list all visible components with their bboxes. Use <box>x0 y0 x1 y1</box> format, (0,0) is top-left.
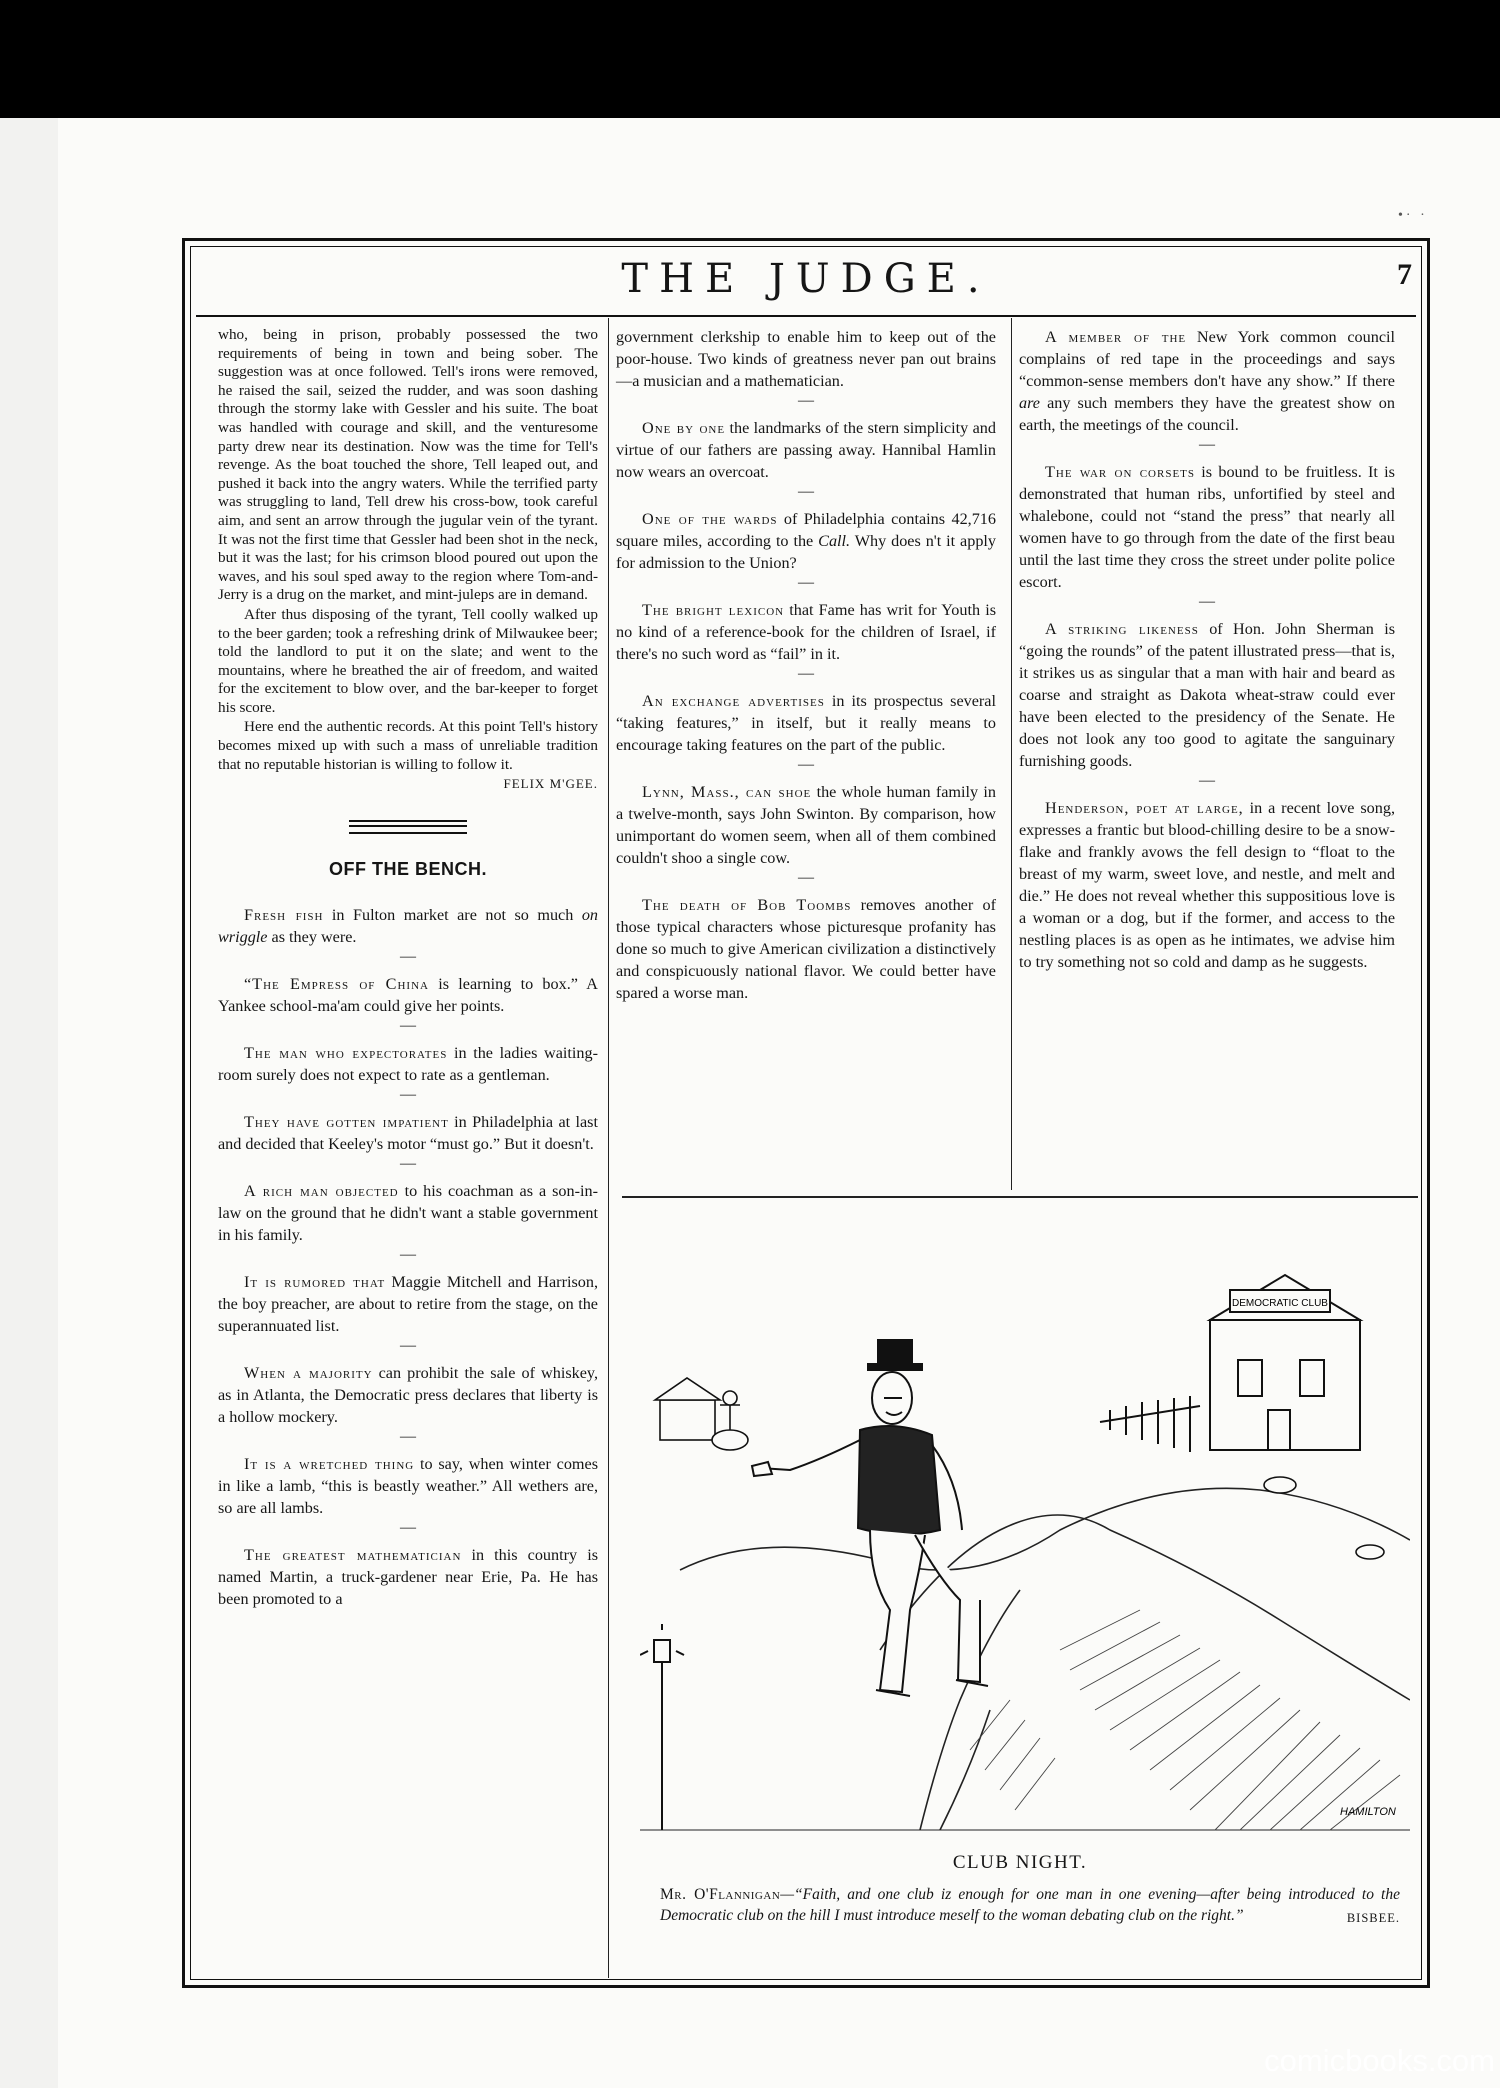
item-lead: The war on corsets <box>1045 463 1196 481</box>
caption-speaker: Mr. O'Flannigan <box>660 1886 781 1903</box>
tell-story <box>218 326 598 774</box>
item-lead: One by one <box>642 419 726 437</box>
item-separator: — <box>798 392 814 409</box>
cartoon-caption <box>660 1884 1400 1929</box>
page-mark: •· · <box>1398 208 1428 223</box>
artist-signature: HAMILTON <box>1340 1806 1396 1818</box>
item-emphasis: on wriggle <box>218 906 598 947</box>
item-paragraph <box>218 1042 598 1086</box>
paragraph-list <box>218 904 598 1610</box>
item-lead: A member of the <box>1045 328 1187 346</box>
item-lead: It is a wretched thing <box>244 1455 415 1474</box>
item-text: can prohibit the sale of whiskey, as in Atlanta, the Democratic press declares that liberty is a hollow mockery. <box>218 1364 598 1427</box>
item-separator: — <box>1199 436 1215 453</box>
item-paragraph <box>218 1544 598 1610</box>
item-text: the landmarks of the stern simplicity and virtue of our fathers are passing away. Hannibal Hamlin now wears an overcoat. <box>616 419 996 481</box>
item-text: is bound to be fruitless. It is demonstrated that human ribs, unfortified by steel and whalebone, could not “stand the press” that nearly all women have to go through from the date of the first beau until the last time they cross the street under polite police escort. <box>1019 463 1395 591</box>
item-lead: When a majority <box>244 1364 373 1383</box>
story-paragraph: Here end the authentic records. At this point Tell's history becomes mixed up with such a mass of unreliable tradition that no reputable historian is willing to follow it. <box>218 718 598 773</box>
item-text: in the ladies waiting-room surely does not expect to rate as a gentleman. <box>218 1044 598 1085</box>
item-separator: — <box>798 869 814 886</box>
item-emphasis: are <box>1019 394 1040 412</box>
item-paragraph <box>616 508 996 574</box>
watermark: comicbooks.com <box>1264 2043 1495 2078</box>
page-number: 7 <box>1397 258 1412 291</box>
item-paragraph <box>1019 326 1395 436</box>
story-paragraph: After thus disposing of the tyrant, Tell coolly walked up to the beer garden; took a refreshing drink of Milwaukee beer; told the landlord to put it on the slate; and went to the mountains, where he breathed the air of freedom, and waited for the excitement to blow over, and the bar-keeper to forget his score. <box>218 605 598 716</box>
item-paragraph <box>1019 797 1395 973</box>
item-text: in Fulton market are not so much <box>323 906 582 925</box>
item-paragraph <box>616 417 996 483</box>
item-emphasis: Call. <box>818 532 851 550</box>
item-separator: — <box>798 483 814 500</box>
section-divider <box>349 820 467 834</box>
item-text: in Philadelphia at last and decided that Keeley's motor “must go.” But it doesn't. <box>218 1113 598 1154</box>
item-text: in a recent love song, expresses a frantic but blood-chilling desire to be a snow-flake and frankly avows the fell design to “float to the breast of my warm, sweet love, and nestle, and melt and die.” He does not reveal whether this suppositious love is a woman or a dog, but if the former, and access to the nestling places is as open as he intimates, we advise him to try something not so cold and damp as he suggests. <box>1019 799 1395 971</box>
caption-text: —“Faith, and one club iz enough for one man in one evening—after being introduced to the Democratic club on the hill I must introduce meself to the woman debating club on the right.” <box>660 1886 1400 1924</box>
item-lead: Henderson, poet at large, <box>1045 799 1244 817</box>
column-3 <box>1019 326 1395 973</box>
item-lead: A rich man objected <box>244 1182 399 1201</box>
item-tail: any such members they have the greatest show on earth, the meetings of the council. <box>1019 394 1395 434</box>
item-separator: — <box>400 1519 416 1537</box>
item-separator: — <box>400 1337 416 1355</box>
item-separator: — <box>798 665 814 682</box>
item-separator: — <box>400 948 416 966</box>
item-text: is learning to box.” A Yankee school-ma'am could give her points. <box>218 975 598 1016</box>
item-paragraph <box>616 599 996 665</box>
item-text: Maggie Mitchell and Harrison, the boy preacher, are about to retire from the stage, on the superannuated list. <box>218 1273 598 1336</box>
item-lead: Fresh fish <box>244 906 324 925</box>
item-lead: The man who expectorates <box>244 1044 448 1063</box>
column-2 <box>616 326 996 1004</box>
item-paragraph <box>616 781 996 869</box>
cartoon-title: CLUB NIGHT. <box>952 1852 1088 1873</box>
item-tail: Why does n't it apply for admission to the Union? <box>616 532 996 572</box>
item-lead: One of the wards <box>642 510 778 528</box>
column-rule-1 <box>608 318 609 1978</box>
paragraph-list <box>616 417 996 1004</box>
masthead-title: THE JUDGE. <box>621 256 991 302</box>
item-lead: The bright lexicon <box>642 601 785 619</box>
item-paragraph <box>1019 618 1395 772</box>
facing-page-edge <box>0 118 60 2088</box>
item-text: New York common council complains of red tape in the proceedings and says “common-sense members don't have any show.” If there <box>1019 328 1396 390</box>
item-text: removes another of those typical characters whose picturesque profanity has done so much to give American civilization a distinctively and conspicuously national flavor. We could better have spared a worse man. <box>616 896 996 1002</box>
item-paragraph <box>218 1453 598 1519</box>
item-text: of Philadelphia contains 42,716 square miles, according to the <box>616 510 996 550</box>
item-separator: — <box>1199 593 1215 610</box>
item-paragraph <box>218 1111 598 1155</box>
item-lead: They have gotten impatient <box>244 1113 449 1132</box>
item-separator: — <box>798 574 814 591</box>
item-separator: — <box>798 756 814 773</box>
story-paragraph: who, being in prison, probably possessed the two requirements of being in town and being sober. The suggestion was at once followed. Tell's irons were removed, he raised the sail, seized the rudder, and was soon dashing through the stormy lake with Gessler and his suite. The boat was handled with courage and skill, and the venturesome party drew near its destination. Now was the time for Tell's revenge. As the boat touched the shore, Tell leaped out, and pushed it back into the angry waters. While the terrified party was struggling to land, Tell drew his cross-bow, took careful aim, and sent an arrow through the jugular vein of the tyrant. It was not the first time that Gessler had been shot in the neck, but it was the last; for his crimson blood poured out upon the waves, and his soul sped away to the region where Tom-and-Jerry is a drug on the market, and mint-juleps are in demand. <box>218 326 598 604</box>
masthead-rule <box>196 315 1416 317</box>
caption-byline: BISBEE. <box>1346 1911 1400 1925</box>
column-rule-2 <box>1011 318 1012 1190</box>
item-lead: A striking likeness <box>1045 620 1199 638</box>
item-text: to his coachman as a son-in-law on the ground that he didn't want a stable government in his family. <box>218 1182 598 1245</box>
item-text: in its prospectus several “taking features,” in itself, but it really means to encourage taking features on the part of the public. <box>616 692 996 754</box>
clubhouse-sign: DEMOCRATIC CLUB <box>1232 1298 1328 1309</box>
cartoon-rule <box>622 1196 1418 1198</box>
item-lead: It is rumored that <box>244 1273 386 1292</box>
item-paragraph <box>616 894 996 1004</box>
item-text: the whole human family in a twelve-month, says John Swinton. By comparison, how unimportant do women seem, when all of them combined couldn't shoo a single cow. <box>616 783 996 867</box>
item-paragraph <box>1019 461 1395 593</box>
item-separator: — <box>400 1155 416 1173</box>
item-paragraph <box>218 904 598 948</box>
item-lead: Lynn, Mass., can shoe <box>642 783 812 801</box>
paragraph-list <box>1019 326 1395 973</box>
column-1 <box>218 326 598 1610</box>
item-paragraph <box>218 1180 598 1246</box>
item-separator: — <box>1199 772 1215 789</box>
continuation-paragraph: government clerkship to enable him to keep out of the poor-house. Two kinds of greatness never pan out brains—a musician and a mathematician. <box>616 328 996 390</box>
item-paragraph <box>616 690 996 756</box>
item-separator: — <box>400 1428 416 1446</box>
item-lead: “The Empress of China <box>244 975 429 994</box>
item-tail: as they were. <box>267 928 357 947</box>
section-title: OFF THE BENCH. <box>329 858 487 879</box>
item-lead: An exchange advertises <box>642 692 825 710</box>
item-lead: The death of Bob Toombs <box>642 896 852 914</box>
item-paragraph <box>218 1362 598 1428</box>
cartoon-illustration <box>640 1230 1410 1840</box>
item-text: to say, when winter comes in like a lamb, “this is beastly weather.” All wethers are, so are all lambs. <box>218 1455 599 1518</box>
item-separator: — <box>400 1086 416 1104</box>
item-separator: — <box>400 1017 416 1035</box>
item-separator: — <box>400 1246 416 1264</box>
author-signature: FELIX M'GEE. <box>503 776 598 792</box>
item-lead: The greatest mathematician <box>244 1546 462 1565</box>
item-text: that Fame has writ for Youth is no kind of a reference-book for the children of Israel, if there's no such word as “fail” in it. <box>616 601 997 663</box>
item-paragraph <box>218 973 598 1017</box>
item-text: of Hon. John Sherman is “going the rounds” of the patent illustrated press—that is, it strikes us as singular that a man with hair and beard as coarse and straight as Dakota wheat-straw could ever have been elected to the presidency of the Senate. He does not look any too good to agitate the sanguinary furnishing goods. <box>1019 620 1396 770</box>
item-text: in this country is named Martin, a truck-gardener near Erie, Pa. He has been promoted to a <box>218 1546 598 1609</box>
item-paragraph <box>218 1271 598 1337</box>
